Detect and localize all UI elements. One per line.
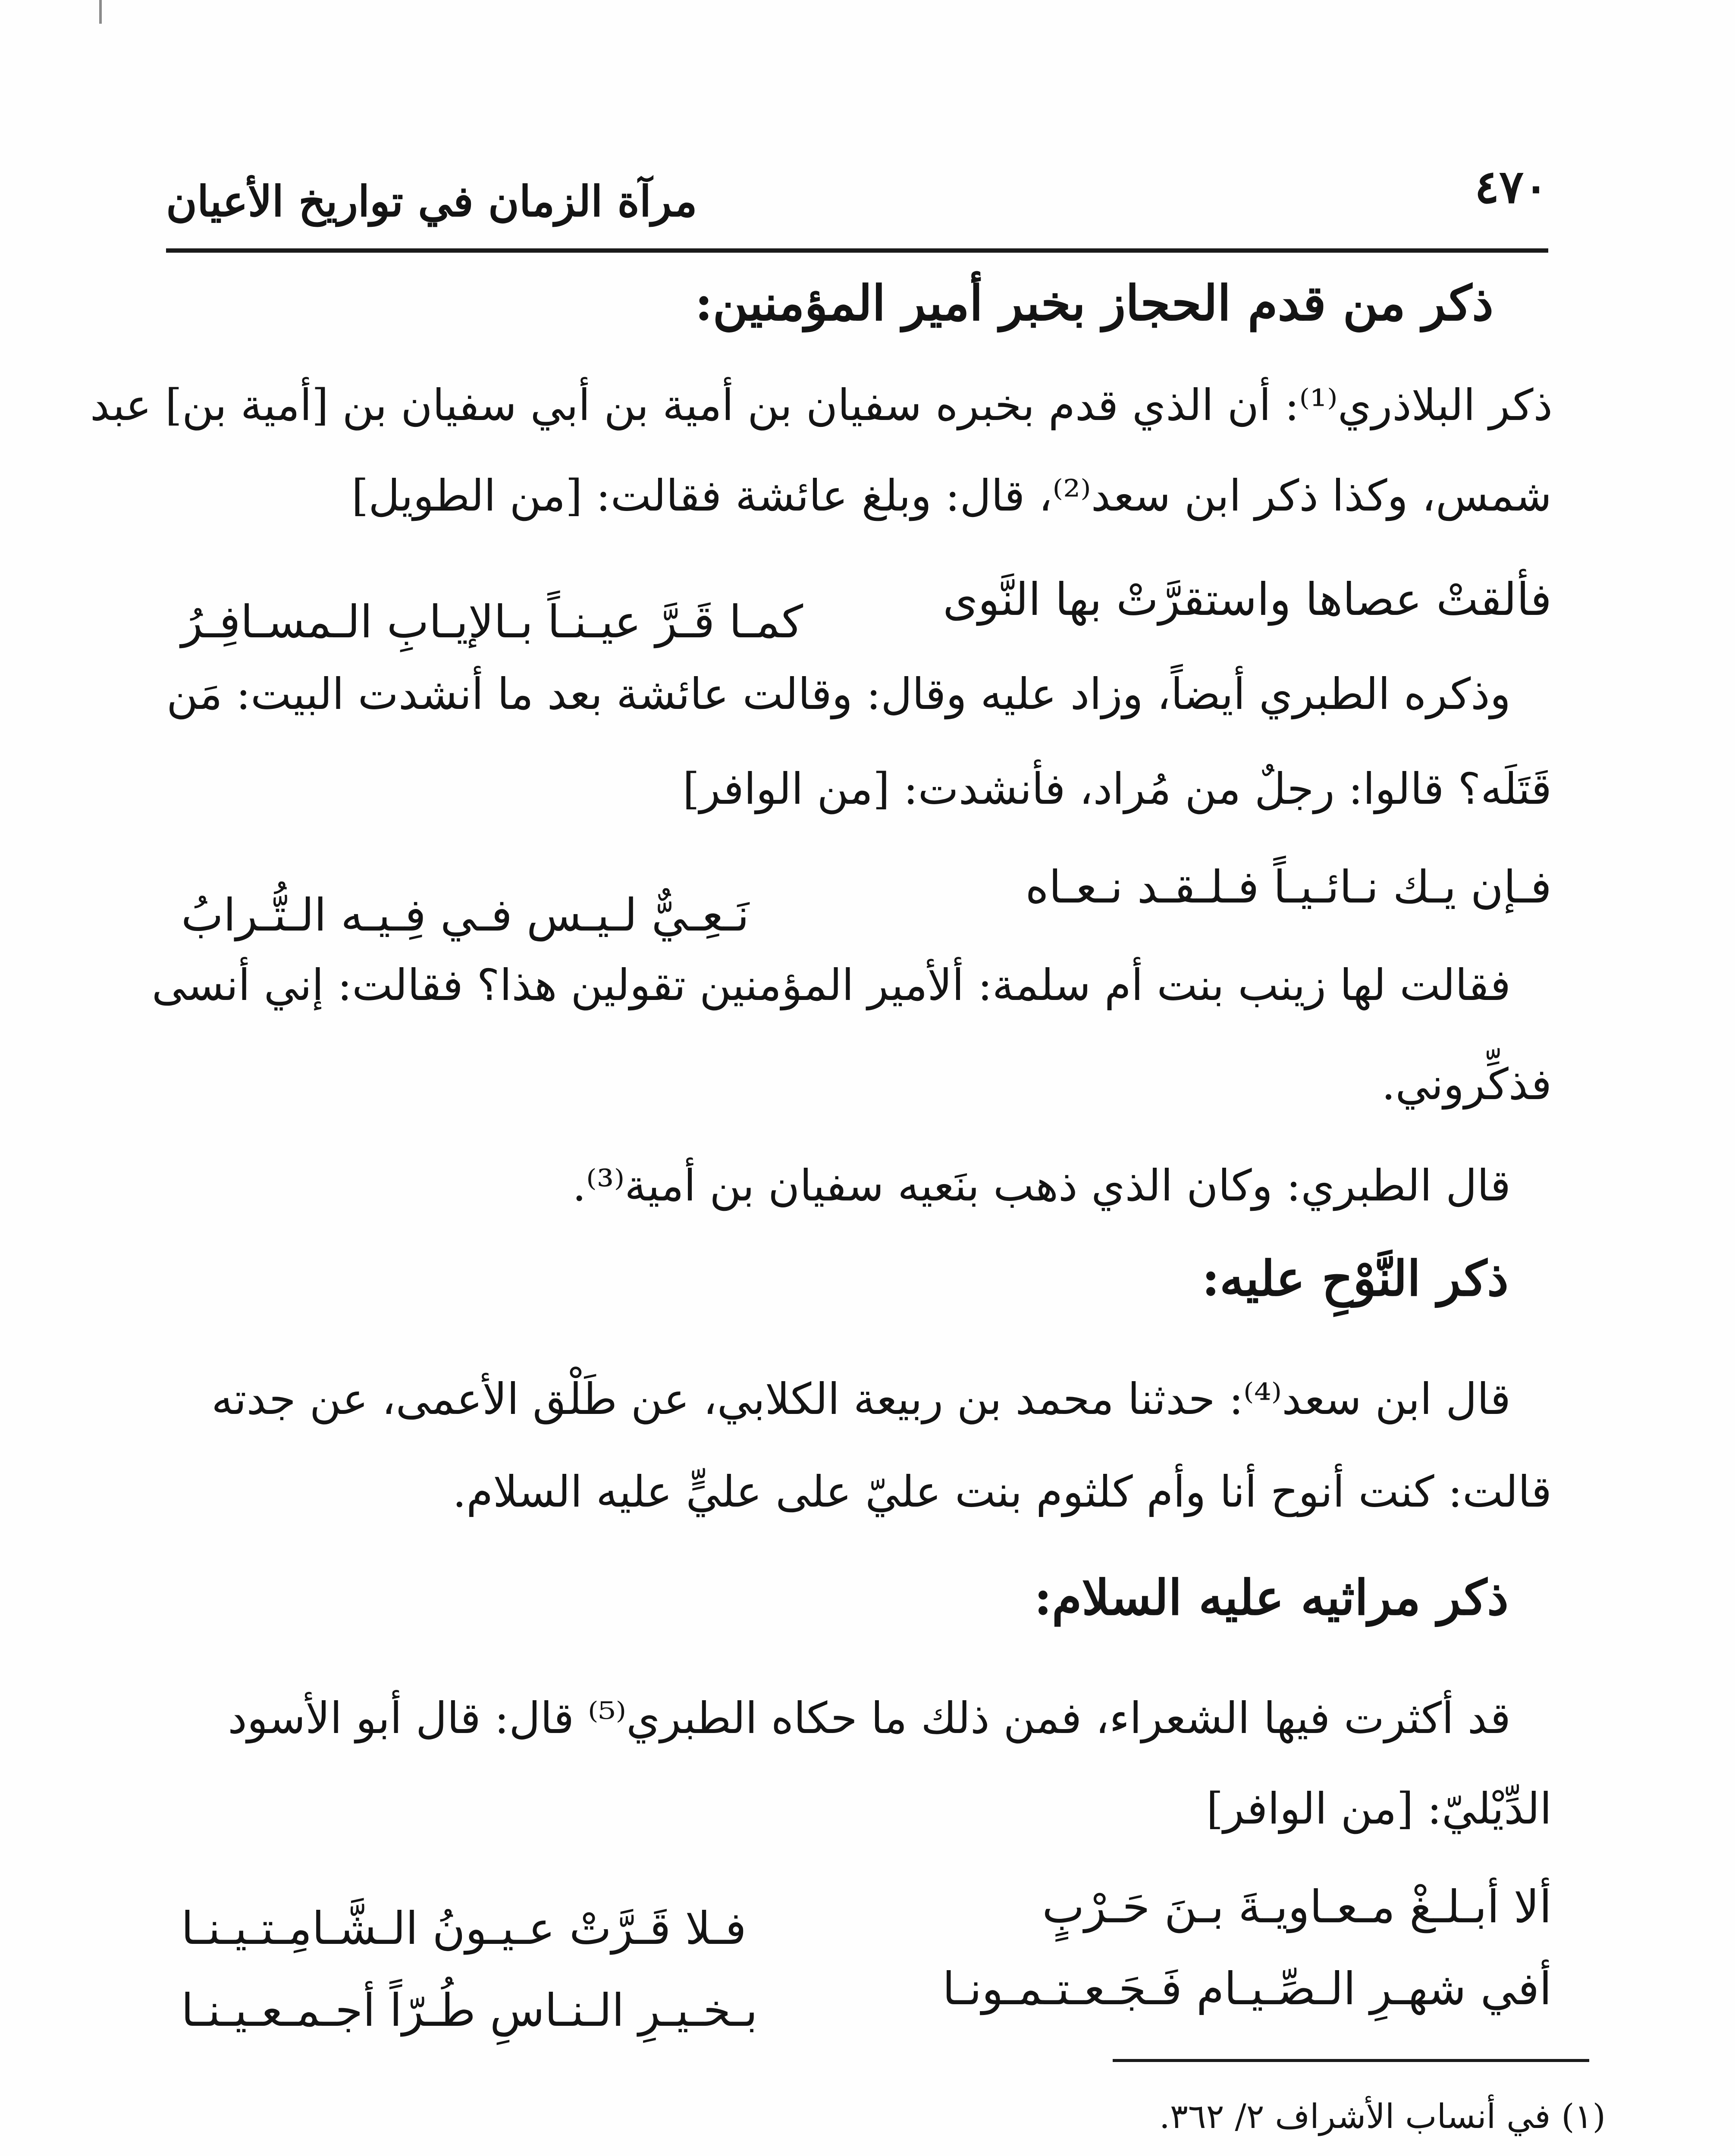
paragraph-line: الدِّيْليّ: [من الوافر] (1206, 1783, 1552, 1834)
paragraph-line: قالت: كنت أنوح أنا وأم كلثوم بنت عليّ على عليٍّ عليه السلام. (452, 1467, 1552, 1517)
verse-hemistich-right: أفي شهـرِ الـصِّـيـام فَـجَـعـتـمـونـا (942, 1962, 1552, 2015)
verse-hemistich-left: نَـعِـيٌّ لـيـس فـي فِـيـه الـتُّـرابُ (181, 889, 750, 941)
paragraph-line: قال الطبري: وكان الذي ذهب بنَعيه سفيان بن أمية⁽³⁾. (572, 1160, 1511, 1211)
running-header (166, 147, 1548, 237)
header-rule (166, 248, 1548, 253)
page-number: ٤٧٠ (1475, 160, 1548, 213)
verse-hemistich-right: فألقتْ عصاها واستقرَّتْ بها النَّوى (943, 573, 1552, 626)
verse-hemistich-right: فـإن يـك نـائـيـاً فـلـقـد نـعـاه (1025, 861, 1552, 913)
footnote-rule (1113, 2059, 1589, 2062)
verse-hemistich-left: فـلا قَـرَّتْ عـيـونُ الـشَّـامِـتـيـنـا (181, 1902, 747, 1955)
paragraph-line: شمس، وكذا ذكر ابن سعد⁽²⁾، قال: وبلغ عائشة فقالت: [من الطويل] (351, 470, 1552, 521)
scan-edge-mark (99, 0, 102, 24)
paragraph-line: قد أكثرت فيها الشعراء، فمن ذلك ما حكاه الطبري⁽⁵⁾ قال: قال أبو الأسود (228, 1693, 1511, 1743)
verse-hemistich-left: بـخـيـرِ الـنـاسِ طُـرّاً أجـمـعـيـنـا (181, 1984, 758, 2037)
section-heading-nawh: ذكر النَّوْحِ عليه: (1202, 1250, 1509, 1307)
paragraph-line: وذكره الطبري أيضاً، وزاد عليه وقال: وقالت عائشة بعد ما أنشدت البيت: مَن (166, 669, 1511, 719)
section-heading-hijaz: ذكر من قدم الحجاز بخبر أمير المؤمنين: (695, 275, 1493, 332)
paragraph-line: فذكِّروني. (1381, 1059, 1552, 1109)
paragraph-line: قَتَلَه؟ قالوا: رجلٌ من مُراد، فأنشدت: [من الوافر] (682, 764, 1552, 814)
verse-hemistich-left: كمـا قَـرَّ عيـنـاً بـالإيـابِ الـمسـافِـرُ (181, 595, 803, 648)
section-heading-marathi: ذكر مراثيه عليه السلام: (1034, 1570, 1509, 1626)
paragraph-line: قال ابن سعد⁽⁴⁾: حدثنا محمد بن ربيعة الكلابي، عن طَلْق الأعمى، عن جدته (211, 1374, 1511, 1424)
paragraph-line: ذكر البلاذري⁽¹⁾: أن الذي قدم بخبره سفيان بن أمية بن أبي سفيان بن [أمية بن] عبد (90, 380, 1553, 430)
footnote: (١) في أنساب الأشراف ٢/ ٣٦٢. (1159, 2097, 1606, 2136)
paragraph-line: فقالت لها زينب بنت أم سلمة: ألأمير المؤمنين تقولين هذا؟ فقالت: إني أنسى (151, 960, 1511, 1010)
running-title: مرآة الزمان في تواريخ الأعيان (166, 177, 697, 226)
verse-hemistich-right: ألا أبـلـغْ مـعـاويـةَ بـنَ حَـرْبٍ (1042, 1880, 1552, 1933)
